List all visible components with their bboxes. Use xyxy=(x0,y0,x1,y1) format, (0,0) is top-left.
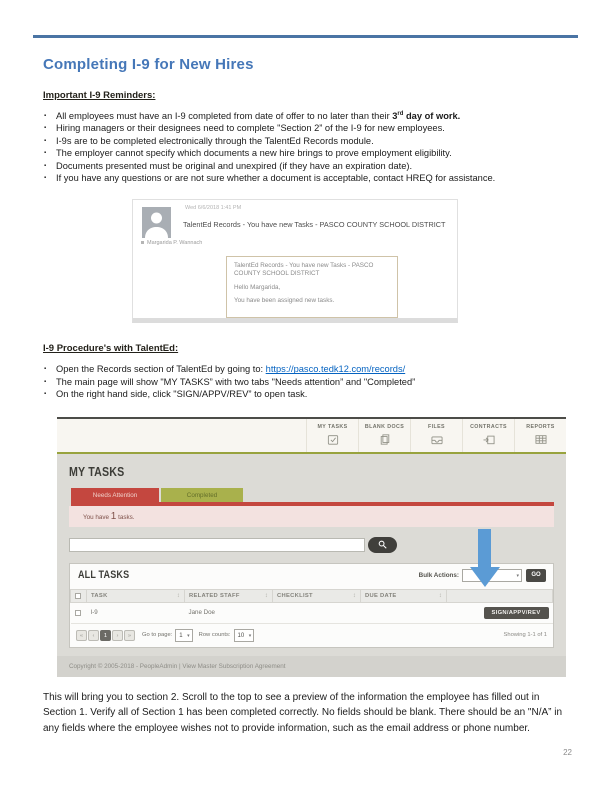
sort-icon[interactable]: ↕ xyxy=(176,592,180,599)
nav-item-blank-docs[interactable] xyxy=(358,419,410,452)
cell-checklist xyxy=(273,602,361,623)
col-header-label: CHECKLIST xyxy=(277,592,313,599)
table-header-row xyxy=(71,589,553,602)
cell-due-date xyxy=(361,602,447,623)
email-body-text: You have been assigned new tasks. xyxy=(234,297,335,305)
reminder-text: The employer cannot specify which documents a new hire brings to prove employment eligibility. xyxy=(56,148,452,159)
next-page-button[interactable]: › xyxy=(112,630,123,641)
bullet-icon: ▪ xyxy=(44,150,47,157)
nav-label: BLANK DOCS xyxy=(364,423,405,430)
reminder-item xyxy=(43,172,570,184)
email-sender xyxy=(141,240,202,246)
procedures-heading: I-9 Procedure's with TalentEd: xyxy=(43,343,179,355)
ordinal-suffix: rd xyxy=(397,110,404,117)
bullet-icon: ▪ xyxy=(44,391,47,398)
select-all-cell xyxy=(71,589,87,602)
procedure-text: Open the Records section of TalentEd by going to: xyxy=(56,364,266,375)
reminders-list xyxy=(43,110,570,184)
nav-item-files[interactable] xyxy=(410,419,462,452)
my-tasks-icon xyxy=(307,432,358,450)
email-subject: TalentEd Records - You have new Tasks - PASCO COUNTY SCHOOL DISTRICT xyxy=(183,220,446,230)
alert-text: tasks. xyxy=(116,513,135,521)
expand-icon[interactable] xyxy=(141,241,144,244)
cell-related-staff: Jane Doe xyxy=(185,602,273,623)
col-header-related-staff[interactable] xyxy=(185,589,273,602)
records-url-link[interactable]: https://pasco.tedk12.com/records/ xyxy=(265,364,406,375)
email-body-title: TalentEd Records - You have new Tasks - PASCO COUNTY SCHOOL DISTRICT xyxy=(234,262,374,278)
procedure-item xyxy=(43,376,570,388)
nav-label: MY TASKS xyxy=(317,423,348,430)
go-to-page-value: 1 xyxy=(179,632,183,639)
procedure-text: The main page will show "MY TASKS” with two tabs "Needs attention” and "Completed” xyxy=(56,376,416,387)
tab-needs-attention[interactable]: Needs Attention xyxy=(71,488,159,502)
search-input[interactable] xyxy=(69,538,365,552)
avatar xyxy=(142,207,171,238)
col-header-label: RELATED STAFF xyxy=(189,592,240,599)
arrow-shaft xyxy=(478,529,491,568)
chevron-down-icon: ▾ xyxy=(516,572,519,579)
tab-completed[interactable]: Completed xyxy=(161,488,243,502)
row-checkbox-cell xyxy=(71,602,87,623)
header-rule xyxy=(33,35,578,38)
go-button[interactable]: GO xyxy=(526,569,546,582)
email-timestamp: Wed 6/6/2018 1:41 PM xyxy=(185,205,242,212)
bullet-icon: ▪ xyxy=(44,162,47,169)
nav-item-contracts[interactable] xyxy=(462,419,514,452)
bullet-icon: ▪ xyxy=(44,137,47,144)
col-header-checklist[interactable] xyxy=(273,589,361,602)
blank-docs-icon xyxy=(359,432,410,450)
go-to-page-label: Go to page: xyxy=(142,632,173,639)
reminder-item xyxy=(43,122,570,134)
reminder-text: If you have any questions or are not sure whether a document is acceptable, contact HREQ for assistance. xyxy=(56,173,496,184)
sort-icon[interactable]: ↕ xyxy=(438,592,442,599)
reminder-bold-text: day of work. xyxy=(403,111,461,121)
procedure-item xyxy=(43,363,570,375)
reminder-item xyxy=(43,160,570,172)
bullet-icon: ▪ xyxy=(44,175,47,182)
bullet-icon: ▪ xyxy=(44,366,47,373)
sort-icon[interactable]: ↕ xyxy=(264,592,268,599)
page-content xyxy=(43,44,570,736)
email-body xyxy=(226,256,398,318)
records-footer: Copyright © 2005-2018 - PeopleAdmin | View Master Subscription Agreement xyxy=(57,656,566,677)
reminder-bold-num: 3 xyxy=(392,111,398,121)
sign-appv-rev-button[interactable]: SIGN/APPV/REV xyxy=(484,607,549,619)
nav-item-my-tasks[interactable] xyxy=(306,419,358,452)
col-header-task[interactable] xyxy=(87,589,185,602)
task-tabs xyxy=(71,488,554,506)
search-button[interactable] xyxy=(368,537,397,553)
col-header-due-date[interactable] xyxy=(361,589,447,602)
reports-icon xyxy=(515,432,566,450)
reminders-heading: Important I-9 Reminders: xyxy=(43,90,156,101)
bullet-icon: ▪ xyxy=(44,378,47,385)
col-header-actions xyxy=(447,589,553,602)
reminder-text: Documents presented must be original and unexpired (if they have an expiration date). xyxy=(56,160,413,171)
procedure-text: On the right hand side, click "SIGN/APPV/REV” to open task. xyxy=(56,389,308,400)
page-title: Completing I-9 for New Hires xyxy=(43,56,254,73)
first-page-button[interactable]: « xyxy=(76,630,87,641)
all-tasks-title: ALL TASKS xyxy=(78,568,130,581)
cell-action xyxy=(447,602,553,623)
row-counts-value: 10 xyxy=(237,632,245,639)
bulk-actions-label: Bulk Actions: xyxy=(418,571,459,579)
files-icon xyxy=(411,432,462,450)
current-page-button[interactable]: 1 xyxy=(100,630,111,641)
closing-paragraph: This will bring you to section 2. Scroll to the top to see a preview of the information the employee has filled out in Section 1. Verify all of Section 1 has been completed correctly. No fields should be blank. There should be an "N/A” in any fields where the employee wishes not to provide information, such as the email address or phone number. xyxy=(43,691,563,734)
search-icon xyxy=(378,537,387,552)
table-row xyxy=(71,602,553,623)
nav-label: CONTRACTS xyxy=(470,423,507,430)
reminder-text: I-9s are to be completed electronically through the TalentEd Records module. xyxy=(56,135,374,146)
cell-task: I-9 xyxy=(87,602,185,623)
row-checkbox[interactable] xyxy=(75,610,81,616)
person-icon xyxy=(142,207,171,238)
row-counts-label: Row counts: xyxy=(198,632,231,639)
last-page-button[interactable]: » xyxy=(124,630,135,641)
nav-label: REPORTS xyxy=(526,423,555,430)
arrow-head xyxy=(470,567,500,587)
alert-text: You have xyxy=(83,513,111,521)
nav-item-reports[interactable] xyxy=(514,419,566,452)
chevron-down-icon: ▾ xyxy=(187,632,190,639)
showing-summary: Showing 1-1 of 1 xyxy=(503,632,547,639)
col-header-label: DUE DATE xyxy=(365,592,397,599)
procedures-list xyxy=(43,363,570,400)
sort-icon[interactable]: ↕ xyxy=(352,592,356,599)
go-to-page-select[interactable] xyxy=(175,629,192,642)
prev-page-button[interactable]: ‹ xyxy=(88,630,99,641)
procedure-item xyxy=(43,388,570,400)
chevron-down-icon: ▾ xyxy=(248,632,252,639)
nav-label: FILES xyxy=(427,423,445,430)
email-sender-name: Margarida P. Wannach xyxy=(147,240,203,247)
annotation-arrow-down-icon xyxy=(470,529,500,587)
reminder-item xyxy=(43,135,570,147)
email-greeting: Hello Margarida, xyxy=(234,283,281,291)
my-tasks-title: MY TASKS xyxy=(69,463,125,479)
email-screenshot xyxy=(132,199,458,323)
tasks-table xyxy=(70,589,553,624)
col-header-label: TASK xyxy=(91,592,108,599)
tasks-alert xyxy=(69,506,554,527)
select-all-checkbox[interactable] xyxy=(75,593,81,599)
task-count: 1 xyxy=(110,510,117,522)
page-number: 22 xyxy=(563,748,572,757)
bullet-icon: ▪ xyxy=(44,125,47,132)
reminder-text: All employees must have an I-9 completed from date of offer to no later than their xyxy=(56,111,393,121)
reminder-item xyxy=(43,110,570,122)
reminder-item xyxy=(43,147,570,159)
reminder-text: Hiring managers or their designees need to complete "Section 2” of the I-9 for new employees. xyxy=(56,123,445,134)
records-screenshot xyxy=(57,417,566,677)
contracts-icon xyxy=(463,432,514,450)
row-counts-select[interactable] xyxy=(234,629,255,642)
records-top-nav xyxy=(57,419,566,454)
pagination-bar xyxy=(70,624,553,647)
bullet-icon: ▪ xyxy=(44,113,47,119)
